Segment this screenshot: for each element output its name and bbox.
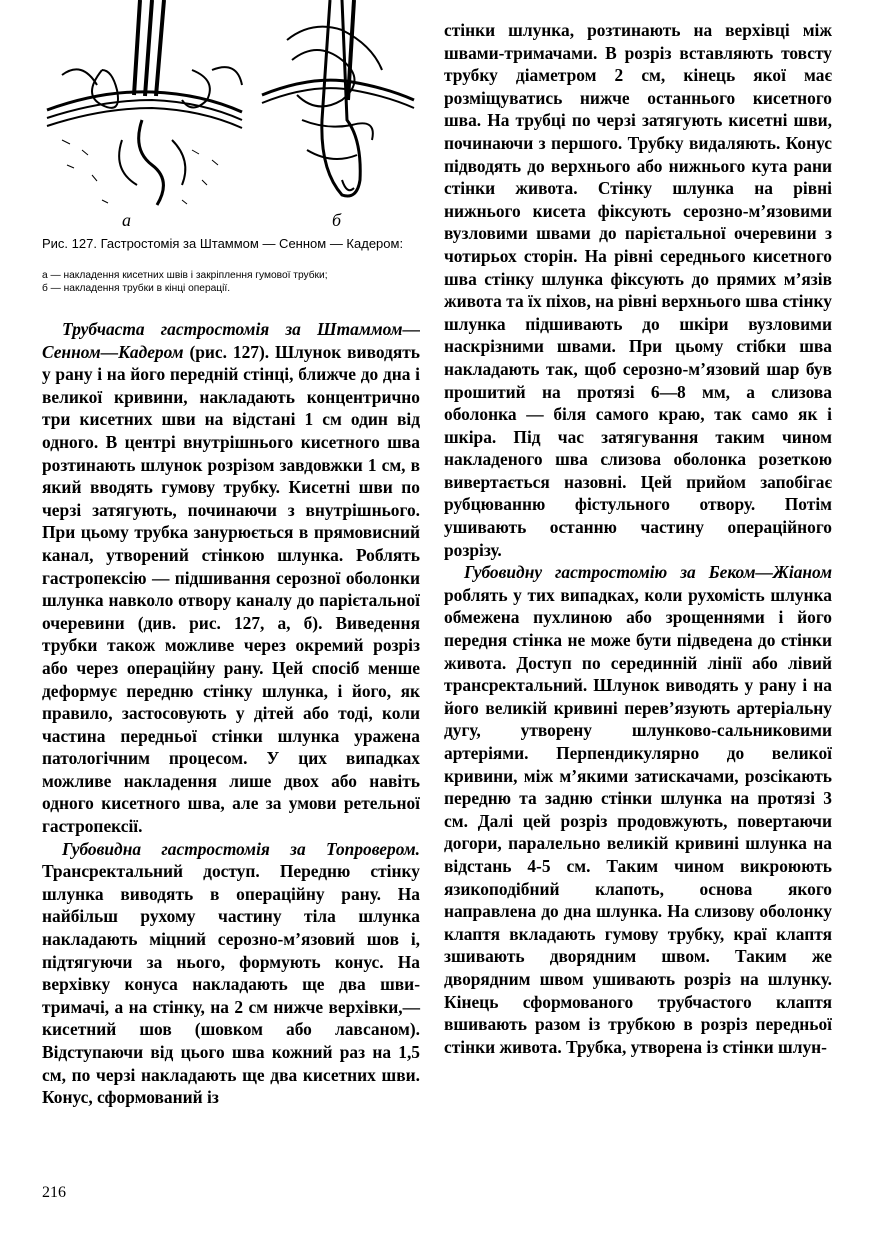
paragraph-title: Трубчаста гастростомія за Штаммом—Сенном—Кадером (42, 319, 420, 362)
paragraph-body: (рис. 127). Шлунок виводять у рану і на його передній стінці, ближче до дна і великої кривини, накладають концентрично три кисетних шви на відстані 1 см один від одного. В центрі внутрішнього кисетного шва розтинають шлунок розрізом завдовжки 1 см, в який вводять гумову трубку. Кисетні шви по черзі затягують, починаючи з внутрішнього. При цьому трубка занурюється в прямовисний канал, утворений стінкою шлунка. Роблять гастропексію — підшивання серозної оболонки шлунка навколо отвору каналу до парієтальної очеревини (див. рис. 127, а, б). Виведення трубки також можливе через окремий розріз або через операційну рану. Цей спосіб менше деформує передню стінку шлунка, і його, як правило, застосовують у дітей або тоді, коли частина передньої стінки шлунка уражена патологічним процесом. У цих випадках можливе накладення лише двох або навіть одного кисетного шва, але за умови ретельної гастропексії. (42, 341, 420, 837)
figure-label-a: a (122, 210, 131, 230)
paragraph (444, 561, 832, 1058)
right-column (444, 19, 832, 1058)
legend-b: б — накладення трубки в кінці операції. (42, 282, 231, 294)
paragraph-body: роблять у тих випадках, коли рухомість шлунка обмежена пухлиною або зрощеннями і його передня стінка не може бути підведена до стінки живота. Доступ по серединній лінії або лівий трансректальний. Шлунок виводять у рану і на його великій кривині перев’язують артеріальну дугу, утворену шлунково-сальниковими артеріями. Перпендикулярно до великої кривини, між м’якими затискачами, розсікають передню та задню стінки шлунка на протязі 3 см. Далі цей розріз продовжують, повертаючи догори, паралельно великій кривині шлунка на відстань 4-5 см. Таким чином викроюють язикоподібний клапоть, основа якого направлена до дна шлунка. На слизову оболонку клаптя вкладають гумову трубку, краї клаптя зшивають дворядним швом. Таким же дворядним швом ушивають розріз на шлунку. Кінець сформованого трубчастого клаптя вшивають разом із трубкою в розріз передньої стінки живота. Трубка, утворена із стінки шлун- (444, 584, 832, 1057)
figure-panel-a (47, 0, 242, 205)
figure-panel-b (262, 0, 414, 196)
paragraph-body: Трансректальний доступ. Передню стінку шлунка виводять в операційну рану. На найбільш рухому частину тіла шлунка накладають міцний серозно-м’язовий шов і, підтягуючи за нього, формують конус. На верхівку конуса накладають ще два шви-тримачі, а на стінку, на 2 см нижче верхівки,— кисетний шов (шовком або лавсаном). Відступаючи від цього шва кожний раз на 1,5 см, по черзі накладають ще два кисетних шви. Конус, сформований із (42, 861, 420, 1108)
page-number: 216 (42, 1184, 66, 1201)
paragraph-title: Губовидну гастростомію за Беком—Жіаном (464, 562, 832, 583)
figure-caption: Рис. 127. Гастростомія за Штаммом — Сенном — Кадером: (42, 236, 404, 251)
left-column (42, 318, 420, 1109)
paragraph (42, 838, 420, 1109)
paragraph-body: стінки шлунка, розтинають на верхівці між швами-тримачами. В розріз вставляють товсту трубку діаметром 2 см, кінець якої має розміщуватись нижче останнього кисетного шва. На трубці по черзі затягують кисетні шви, починаючи з першого. Трубку видаляють. Конус підводять до верхнього або нижнього кута рани стінки живота. Стінку шлунка на рівні нижнього кисета фіксують серозно-м’язовими вузловими швами до парієтальної очеревини з чотирьох сторін. На рівні середнього кисетного шва стінку шлунка фіксують до прямих м’язів живота та їх піхов, на рівні верхнього шва стінку шлунка підшивають до шкіри вузловими наскрізними швами. При цьому стібки шва накладають так, щоб серозно-м’язовий шар був прошитий на протязі 6—8 мм, а слизова оболонка — біля самого краю, так само як і шкіра. Під час затягування таким чином накладеного шва слизова оболонка розеткою вивертається назовні. Цей прийом запобігає рубцюванню фістульного отвору. Потім ушивають останню частину операційного розрізу. (444, 20, 832, 560)
legend-a: а — накладення кисетних швів і закріплення гумової трубки; (42, 270, 328, 281)
paragraph-title: Губовидна гастростомія за Топровером. (62, 838, 420, 859)
paragraph (42, 318, 420, 838)
figure-127 (42, 0, 418, 300)
paragraph (444, 19, 832, 561)
gastrostomy-illustration (42, 0, 418, 230)
figure-legend (42, 270, 422, 295)
figure-label-b: б (332, 210, 342, 230)
